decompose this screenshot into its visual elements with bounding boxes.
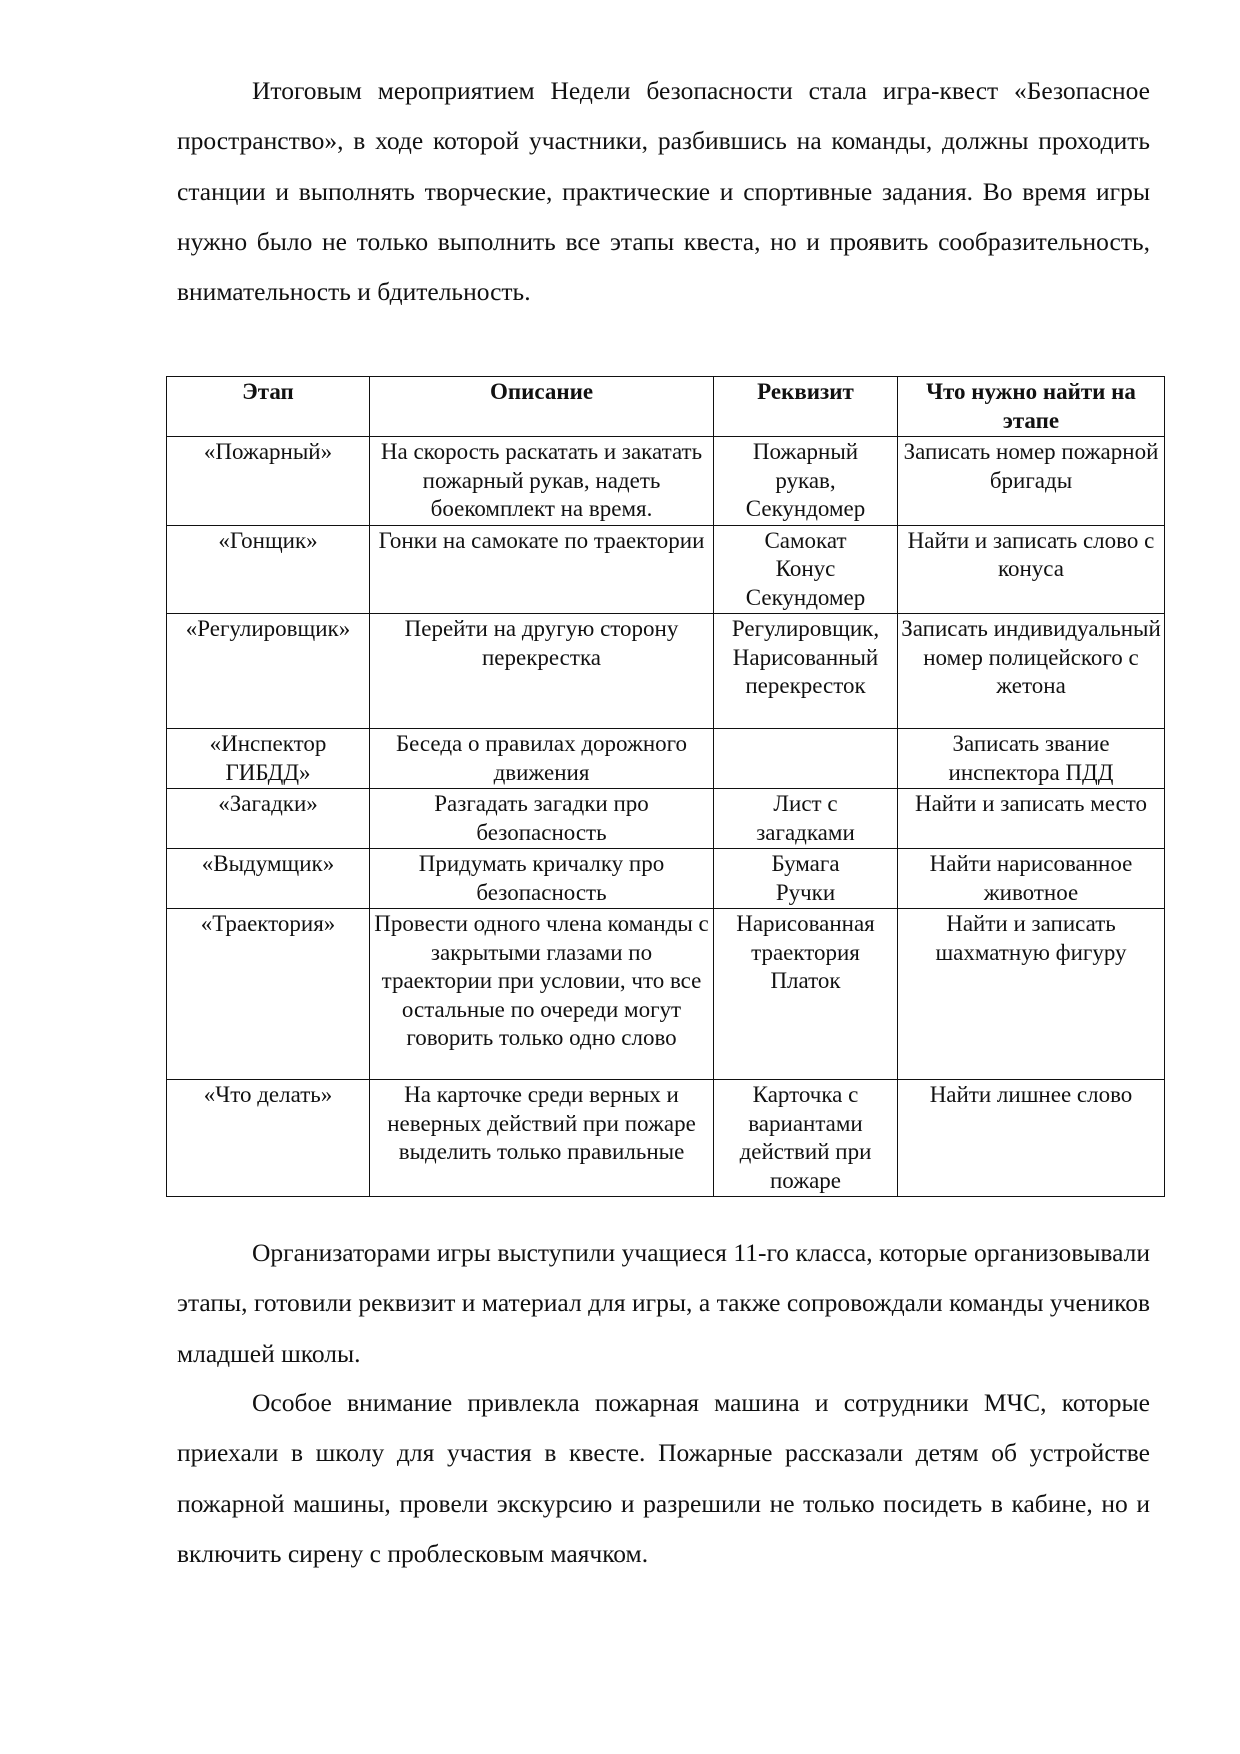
cell-description: Беседа о правилах дорожного движения (370, 729, 714, 789)
props-line: Ручки (775, 879, 836, 905)
cell-props (714, 525, 898, 614)
table-row (167, 437, 1165, 526)
cell-props (714, 1080, 898, 1197)
cell-description: На скорость раскатать и закатать пожарный рукав, надеть боекомплект на время. (370, 437, 714, 526)
cell-description: Провести одного члена команды с закрытыми глазами по траектории при условии, что все остальные по очереди могут говорить только одно слово (370, 909, 714, 1080)
table-row (167, 789, 1165, 849)
cell-find: Записать номер пожарной бригады (898, 437, 1165, 526)
table-row (167, 525, 1165, 614)
table-row (167, 909, 1165, 1080)
props-line: пожаре (769, 1167, 842, 1193)
props-line: Секундомер (745, 496, 866, 521)
cell-find: Записать индивидуальный номер полицейского с жетона (898, 614, 1165, 729)
cell-find: Найти лишнее слово (898, 1080, 1165, 1197)
cell-stage: «Траектория» (167, 909, 370, 1080)
props-line: Секундомер (745, 584, 866, 610)
cell-find: Найти нарисованное животное (898, 849, 1165, 909)
props-line: загадками (756, 819, 855, 845)
cell-stage: «Выдумщик» (167, 849, 370, 909)
header-description: Описание (370, 377, 714, 437)
props-line: Нарисованный (732, 644, 879, 670)
cell-stage: «Пожарный» (167, 437, 370, 526)
cell-props (714, 437, 898, 526)
cell-description: На карточке среди верных и неверных действий при пожаре выделить только правильные (370, 1080, 714, 1197)
props-line: Карточка с (752, 1082, 859, 1107)
cell-description: Гонки на самокате по траектории (370, 525, 714, 614)
cell-props (714, 909, 898, 1080)
cell-stage: «Загадки» (167, 789, 370, 849)
cell-props-empty (714, 729, 898, 789)
header-props: Реквизит (714, 377, 898, 437)
cell-stage: «Гонщик» (167, 525, 370, 614)
cell-props (714, 789, 898, 849)
quest-stages-table (166, 376, 1165, 1197)
table-row (167, 614, 1165, 729)
props-line: траектория (751, 939, 860, 965)
header-stage: Этап (167, 377, 370, 437)
props-line: Бумага (771, 851, 840, 876)
props-line: перекресток (745, 673, 866, 698)
props-line: Лист с (773, 791, 838, 816)
props-line: Пожарный (752, 439, 859, 464)
table-row (167, 849, 1165, 909)
cell-props (714, 614, 898, 729)
cell-find: Записать звание инспектора ПДД (898, 729, 1165, 789)
cell-find: Найти и записать шахматную фигуру (898, 909, 1165, 1080)
props-line: Нарисованная (736, 911, 875, 936)
paragraph-intro: Итоговым мероприятием Недели безопасности стала игра-квест «Безопасное пространство», в ходе которой участники, разбившись на команды, должны проходить станции и выполнять творческие, практические и спортивные задания. Во время игры нужно было не только выполнить все этапы квеста, но и проявить сообразительность, внимательность и бдительность. (177, 76, 1150, 307)
table-row (167, 1080, 1165, 1197)
props-line: Конус (775, 556, 836, 581)
props-line: вариантами (748, 1110, 863, 1136)
cell-description: Придумать кричалку про безопасность (370, 849, 714, 909)
cell-stage: «Инспектор ГИБДД» (167, 729, 370, 789)
cell-description: Разгадать загадки про безопасность (370, 789, 714, 849)
props-line: Самокат (764, 527, 847, 553)
props-line: Регулировщик, (731, 616, 880, 641)
cell-props (714, 849, 898, 909)
table-row (167, 729, 1165, 789)
paragraph-organizers: Организаторами игры выступили учащиеся 11-го класса, которые организовывали этапы, готовили реквизит и материал для игры, а также сопровождали команды учеников младшей школы. (177, 1238, 1150, 1368)
cell-stage: «Регулировщик» (167, 614, 370, 729)
paragraph-fire-truck: Особое внимание привлекла пожарная машина и сотрудники МЧС, которые приехали в школу для участия в квесте. Пожарные рассказали детям об устройстве пожарной машины, провели экскурсию и разрешили не только посидеть в кабине, но и включить сирену с проблесковым маячком. (177, 1388, 1150, 1568)
cell-description: Перейти на другую сторону перекрестка (370, 614, 714, 729)
cell-find: Найти и записать слово с конуса (898, 525, 1165, 614)
props-line: рукав, (775, 467, 836, 493)
table-header-row (167, 377, 1165, 437)
props-line: действий при (739, 1139, 872, 1164)
props-line: Платок (770, 968, 841, 993)
cell-stage: «Что делать» (167, 1080, 370, 1197)
header-find: Что нужно найти на этапе (898, 377, 1165, 437)
cell-find: Найти и записать место (898, 789, 1165, 849)
